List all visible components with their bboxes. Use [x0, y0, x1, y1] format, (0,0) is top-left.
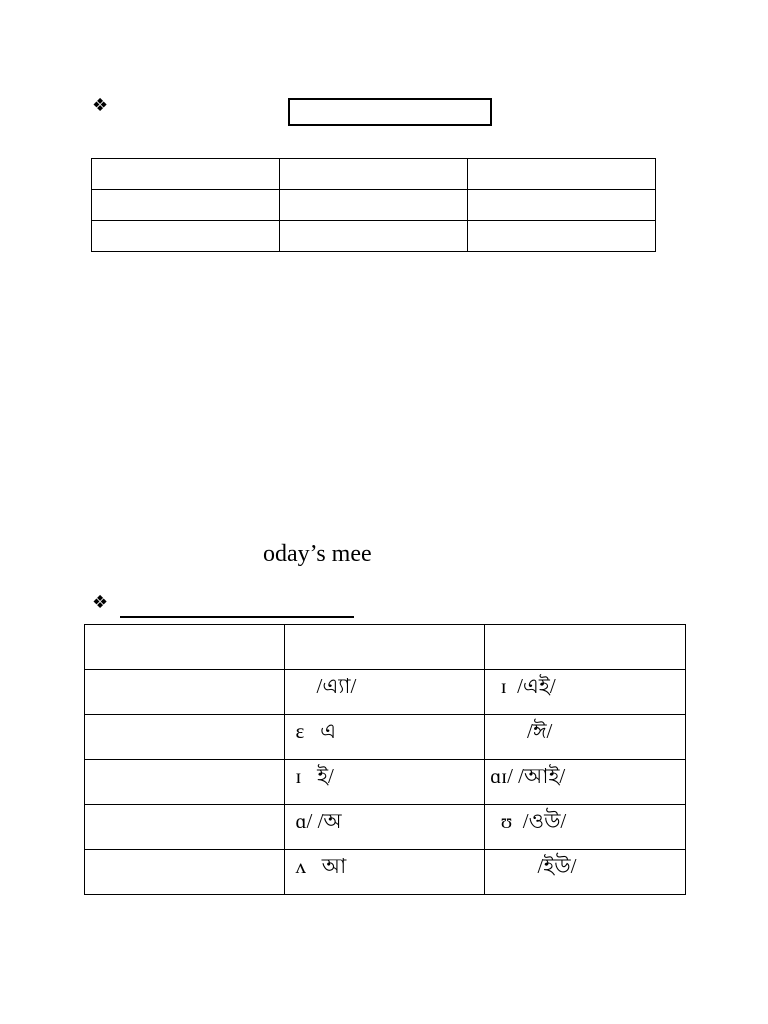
table-cell — [85, 850, 285, 895]
table-cell — [92, 190, 280, 221]
table-row — [85, 805, 686, 850]
table-row — [92, 190, 656, 221]
table-cell — [85, 805, 285, 850]
table-cell: /ইউ/ — [485, 850, 686, 895]
table-cell: /ঈ/ — [485, 715, 686, 760]
heading-underline — [120, 616, 354, 618]
table-row — [92, 221, 656, 252]
table-cell: /এ্যা/ — [285, 670, 485, 715]
top-table — [91, 158, 656, 252]
table-cell — [468, 159, 656, 190]
table-cell — [92, 159, 280, 190]
table-cell: ɪ /এই/ — [485, 670, 686, 715]
table-cell: ɑɪ/ /আই/ — [485, 760, 686, 805]
title-box — [288, 98, 492, 126]
table-row — [85, 715, 686, 760]
table-row — [85, 760, 686, 805]
table-cell: ɑ/ /অ — [285, 805, 485, 850]
center-text: oday’s mee — [263, 541, 372, 567]
table-cell — [85, 625, 285, 670]
bullet-icon: ❖ — [92, 95, 109, 116]
table-cell: ɛ এ — [285, 715, 485, 760]
table-row — [85, 625, 686, 670]
table-cell — [280, 221, 468, 252]
table-cell: ʊ /ওউ/ — [485, 805, 686, 850]
table-cell — [468, 221, 656, 252]
table-cell: ɪ ই/ — [285, 760, 485, 805]
table-cell — [468, 190, 656, 221]
table-cell — [85, 715, 285, 760]
table-cell — [285, 625, 485, 670]
table-cell — [85, 670, 285, 715]
table-row — [92, 159, 656, 190]
table-cell — [280, 159, 468, 190]
bullet-icon: ❖ — [92, 592, 109, 613]
table-cell — [85, 760, 285, 805]
table-cell — [92, 221, 280, 252]
table-cell — [485, 625, 686, 670]
table-cell — [280, 190, 468, 221]
table-row — [85, 670, 686, 715]
table-cell: ʌ আ — [285, 850, 485, 895]
vowel-table — [84, 624, 686, 895]
table-row — [85, 850, 686, 895]
